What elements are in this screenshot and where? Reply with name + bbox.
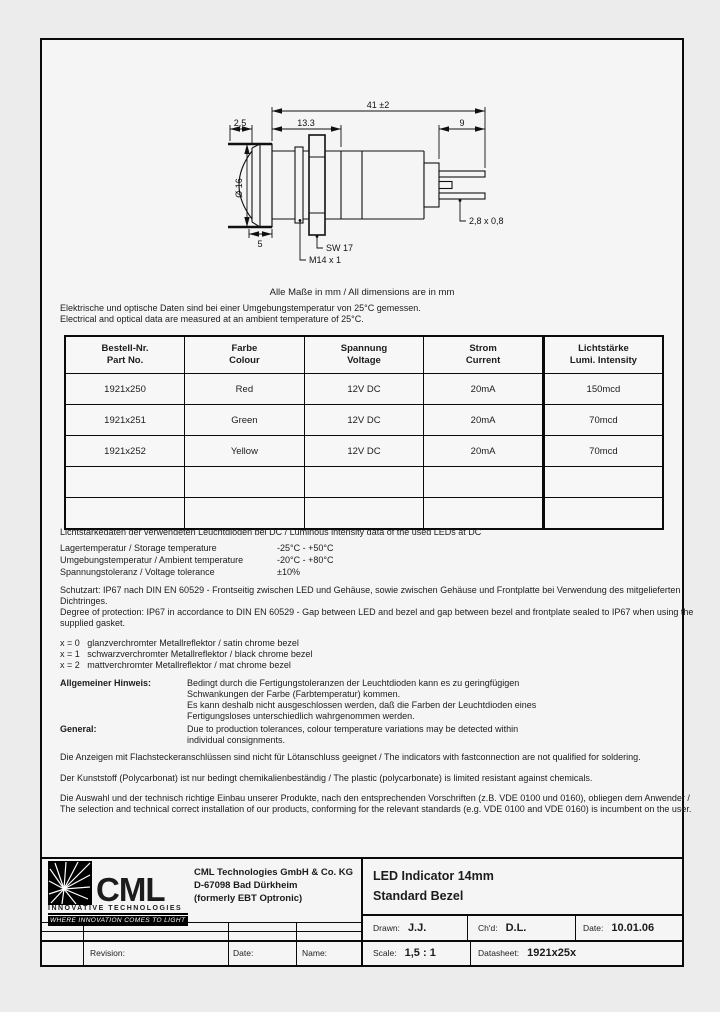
dim-front-depth: 2,5 [233, 118, 247, 128]
spec-ambient-temp [60, 555, 660, 566]
rev-date-label-text: Date: [233, 948, 254, 958]
cell-part-no: 1921x251 [65, 405, 185, 436]
header-en: Current [465, 355, 501, 366]
title-line-1: LED Indicator 14mm [373, 869, 494, 883]
bezel-variant-list [60, 638, 312, 671]
table-row-empty [65, 498, 663, 530]
cell-part-no: 1921x250 [65, 374, 185, 405]
header-de: Strom [469, 343, 497, 354]
intro-paragraph [60, 303, 421, 325]
datasheet-cell [478, 942, 576, 964]
cell-empty [185, 467, 305, 498]
protection-paragraph [60, 585, 693, 629]
spec-storage-temp [60, 543, 660, 554]
note-line: Fertigungsloses unterschiedlich wahrgenommen werden. [187, 711, 415, 721]
checked-label: Ch'd: [478, 922, 498, 933]
installation-note [60, 793, 691, 815]
cell-intensity: 70mcd [543, 405, 663, 436]
rev-date-label [233, 942, 253, 964]
date-label: Date: [583, 922, 604, 933]
checked-value: D.L. [505, 921, 527, 934]
general-note-de-label: Allgemeiner Hinweis: [60, 678, 152, 688]
footer-col-divider [83, 922, 84, 965]
header-de: Spannung [340, 343, 388, 354]
header-de: Lichtstärke [578, 343, 629, 354]
footer-chd-divider [575, 914, 576, 940]
col-header-colour [185, 336, 305, 374]
footer-drawn-divider [467, 914, 468, 940]
company-city: D-67098 Bad Dürkheim [194, 880, 298, 891]
protection-de-2: Dichtringes. [60, 596, 108, 606]
spec-label: Lagertemperatur / Storage temperature [60, 543, 217, 553]
starburst-icon [48, 861, 92, 905]
cell-current: 20mA [424, 436, 544, 467]
table-row [65, 374, 663, 405]
note-line: Die Auswahl und der technisch richtige Einbau unserer Produkte, nach den entsprechenden Vorschriften (z.B. VDE 0100 und 0160), obliegen dem Anwender / [60, 793, 690, 803]
label-nut-size: SW 17 [326, 243, 354, 253]
dim-overall-length: 41 ±2 [366, 100, 390, 110]
cell-current: 20mA [424, 405, 544, 436]
logo-wordmark: CML [96, 871, 165, 908]
table-row-empty [65, 467, 663, 498]
cell-colour: Red [185, 374, 305, 405]
header-en: Lumi. Intensity [569, 355, 637, 366]
cell-intensity: 150mcd [543, 374, 663, 405]
cell-empty [424, 467, 544, 498]
general-note-de-text [187, 678, 536, 722]
footer-scale-divider [470, 940, 471, 965]
header-en: Part No. [106, 355, 144, 366]
protection-en-1: Degree of protection: IP67 in accordance to DIN EN 60529 - Gap between LED and bezel and gap between bezel and frontplate sealed to IP67 when using the [60, 607, 694, 617]
cell-colour: Green [185, 405, 305, 436]
note-line: Es kann deshalb nicht ausgeschlossen werden, daß die Farben der Leuchtdioden eines [187, 700, 537, 710]
document-title [373, 866, 494, 906]
protection-en-2: supplied gasket. [60, 618, 126, 628]
checked-cell [478, 916, 526, 939]
cell-empty [304, 498, 424, 530]
technical-drawing [182, 95, 602, 285]
table-header-row [65, 336, 663, 374]
dimensions-note: Alle Maße in mm / All dimensions are in mm [269, 287, 455, 298]
cell-voltage: 12V DC [304, 374, 424, 405]
label-thread: M14 x 1 [309, 255, 342, 265]
drawn-label: Drawn: [373, 922, 400, 933]
cml-logo [48, 861, 188, 926]
company-address [194, 866, 353, 905]
note-line: The selection and technical correct installation of our products, conforming for the relevant standards (e.g. VDE 0100 and VDE 0160) is incumbent on the user. [60, 804, 692, 814]
cell-empty [65, 467, 185, 498]
drawn-value: J.J. [407, 921, 427, 934]
spec-voltage-tolerance [60, 567, 660, 578]
dim-lens-width: 5 [257, 239, 263, 249]
dim-diameter: Ø 16 [234, 178, 244, 198]
dim-body-length: 13.3 [297, 118, 315, 128]
datasheet-value: 1921x25x [527, 947, 577, 959]
table-row [65, 405, 663, 436]
logo-tagline: WHERE INNOVATION COMES TO LIGHT [48, 916, 188, 926]
cell-voltage: 12V DC [304, 405, 424, 436]
cell-empty [424, 498, 544, 530]
note-line: Bedingt durch die Fertigungstoleranzen der Leuchtdioden kann es zu geringfügigen [187, 678, 520, 688]
cell-part-no: 1921x252 [65, 436, 185, 467]
footer-col-divider [296, 922, 297, 965]
cell-empty [543, 467, 663, 498]
revision-label-text: Revision: [90, 948, 125, 958]
luminous-intensity-note: Lichtstärkedaten der verwendeten Leuchtdioden bei DC / Luminous intensity data of the used LEDs at DC [60, 527, 482, 537]
revision-label [90, 942, 125, 964]
note-line: Due to production tolerances, colour temperature variations may be detected within [187, 724, 519, 734]
title-line-2: Standard Bezel [373, 889, 464, 903]
label-terminal-size: 2,8 x 0,8 [469, 216, 504, 226]
spec-label: Umgebungstemperatur / Ambient temperature [60, 555, 244, 565]
general-note-en-text [187, 724, 518, 746]
cell-current: 20mA [424, 374, 544, 405]
spec-value: -20°C - +80°C [277, 555, 334, 565]
footer-left-line2 [42, 931, 362, 932]
protection-de-1: Schutzart: IP67 nach DIN EN 60529 - Frontseitig zwischen LED und Gehäuse, sowie zwischen Gehäuse und Frontplatte bei Verwendung des mitgelieferten [60, 585, 681, 595]
part-spec-table [64, 335, 664, 530]
cell-empty [65, 498, 185, 530]
header-en: Voltage [347, 355, 381, 366]
cell-empty [304, 467, 424, 498]
company-name: CML Technologies GmbH & Co. KG [194, 867, 354, 878]
header-de: Farbe [231, 343, 258, 354]
intro-en: Electrical and optical data are measured at an ambient temperature of 25°C. [60, 314, 364, 324]
cell-empty [185, 498, 305, 530]
plastic-note: Der Kunststoff (Polycarbonat) ist nur bedingt chemikalienbeständig / The plastic (polycarbonate) is limited resistant against chemicals. [60, 773, 593, 783]
sheet-frame [40, 38, 694, 967]
spec-value: -25°C - +50°C [277, 543, 334, 553]
date-cell [583, 916, 654, 939]
col-header-part-no [65, 336, 185, 374]
datasheet-label: Datasheet: [478, 948, 520, 958]
cell-intensity: 70mcd [543, 436, 663, 467]
note-line: Schwankungen der Farbe (Farbtemperatur) kommen. [187, 689, 401, 699]
rev-name-label [302, 942, 327, 964]
cell-empty [543, 498, 663, 530]
drawn-cell [373, 916, 426, 939]
col-header-voltage [304, 336, 424, 374]
header-de: Bestell-Nr. [101, 343, 149, 354]
intro-de: Elektrische und optische Daten sind bei einer Umgebungstemperatur von 25°C gemessen. [60, 303, 421, 313]
footer-col-divider [228, 922, 229, 965]
variant-x1: x = 1 schwarzverchromter Metallreflektor / black chrome bezel [60, 649, 313, 659]
soldering-note: Die Anzeigen mit Flachsteckeranschlüssen sind nicht für Lötanschluss geeignet / The indicators with fastconnection are not qualified for soldering. [60, 752, 641, 762]
footer-mid-divider [361, 857, 363, 965]
company-formerly: (formerly EBT Optronic) [194, 893, 303, 904]
note-line: individual consignments. [187, 735, 286, 745]
rev-name-label-text: Name: [302, 948, 328, 958]
cell-voltage: 12V DC [304, 436, 424, 467]
col-header-intensity [543, 336, 663, 374]
spec-label: Spannungstoleranz / Voltage tolerance [60, 567, 215, 577]
scale-label: Scale: [373, 948, 397, 958]
general-note-en-label: General: [60, 724, 97, 734]
logo-subtitle: INNOVATIVE TECHNOLOGIES [48, 905, 188, 915]
variant-x0: x = 0 glanzverchromter Metallreflektor / satin chrome bezel [60, 638, 299, 648]
spec-value: ±10% [277, 567, 300, 577]
scale-cell [373, 942, 436, 964]
date-value: 10.01.06 [611, 921, 655, 934]
cell-colour: Yellow [185, 436, 305, 467]
col-header-current [424, 336, 544, 374]
scale-value: 1,5 : 1 [404, 947, 436, 959]
dim-terminal-length: 9 [459, 118, 465, 128]
table-row [65, 436, 663, 467]
variant-x2: x = 2 mattverchromter Metallreflektor / mat chrome bezel [60, 660, 291, 670]
header-en: Colour [229, 355, 260, 366]
